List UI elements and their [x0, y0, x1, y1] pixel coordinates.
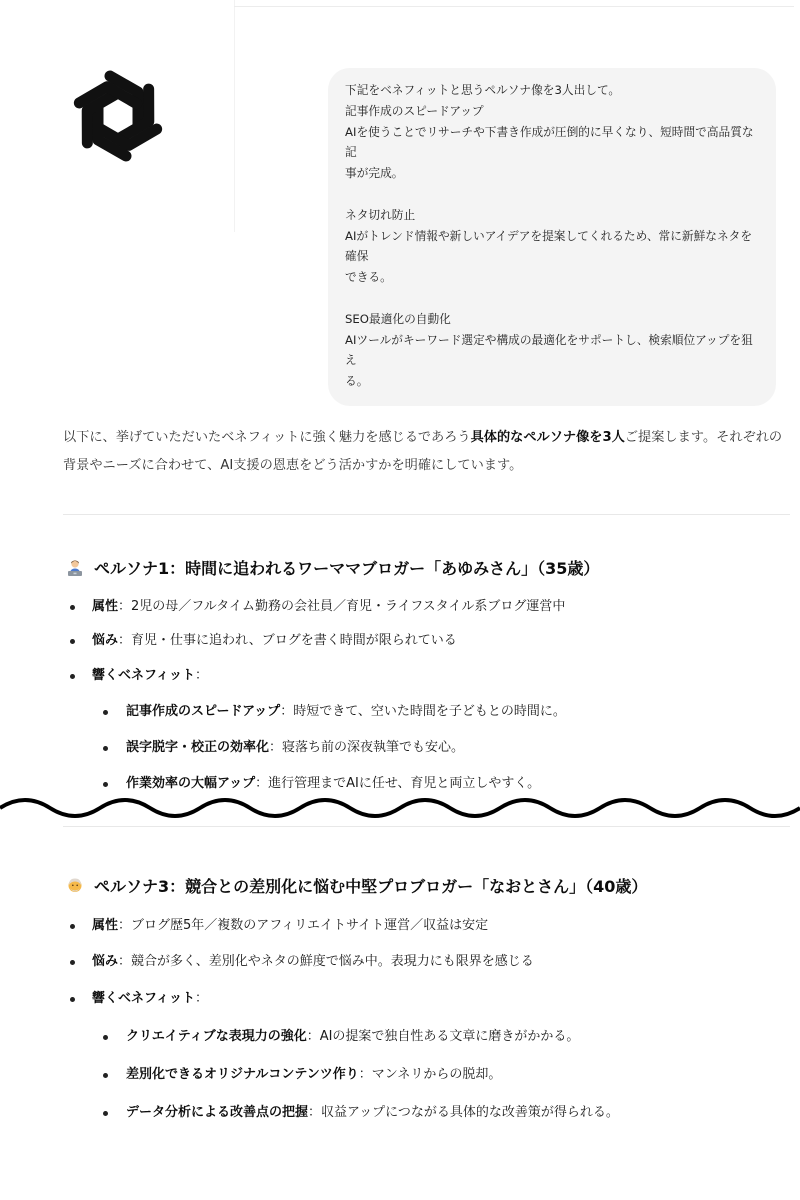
list-item: [66, 980, 786, 1018]
user-message-line: AIを使うことでリサーチや下書き作成が圧倒的に早くなり、短時間で高品質な記: [345, 124, 754, 160]
user-message-text: [345, 80, 763, 406]
sub-list-item: [66, 1094, 786, 1132]
persona1-details: [66, 590, 786, 802]
list-item: [66, 590, 786, 624]
intro-emphasis: 具体的なペルソナ像を3人: [470, 430, 625, 445]
benefit-colon: ：: [194, 668, 208, 683]
bullet-icon: [70, 997, 75, 1002]
persona1-heading: [66, 556, 599, 579]
user-message-line: ネタ切れ防止: [345, 207, 416, 222]
benefit-item-value: ：時短できて、空いた時間を子どもとの時間に。: [280, 704, 566, 719]
list-item: [66, 908, 786, 944]
persona3-heading: [66, 874, 647, 897]
bullet-icon: [70, 960, 75, 965]
bullet-icon: [70, 924, 75, 929]
bullet-icon: [70, 605, 75, 610]
user-message-line: SEO最適化の自動化: [345, 311, 451, 326]
intro-text: 以下に、挙げていただいたベネフィットに強く魅力を感じるであろう: [63, 430, 471, 445]
user-message-line: 記事作成のスピードアップ: [345, 103, 484, 118]
worry-label: 悩み: [92, 633, 119, 648]
list-item: [66, 624, 786, 658]
openai-logo-icon: [58, 60, 178, 172]
user-message-line: る。: [345, 374, 369, 389]
benefit-item-label: データ分析による改善点の把握: [126, 1105, 309, 1120]
list-item: [66, 944, 786, 980]
bullet-icon: [103, 1035, 108, 1040]
bullet-icon: [103, 1111, 108, 1116]
user-message-line: AIがトレンド情報や新しいアイデアを提案してくれるため、常に新鮮なネタを確保: [345, 228, 753, 264]
top-divider: [234, 6, 794, 7]
user-message-line: 下記をベネフィットと思うペルソナ像を3人出して。: [345, 83, 621, 97]
openai-logo-panel: [0, 0, 235, 232]
bullet-icon: [70, 674, 75, 679]
response-intro: [63, 424, 793, 480]
sub-list-item: [66, 1056, 786, 1094]
bullet-icon: [103, 782, 108, 787]
paragraph-gap: [345, 288, 763, 309]
bullet-icon: [70, 639, 75, 644]
benefit-label: 響くベネフィット: [92, 668, 195, 683]
benefit-colon: ：: [194, 991, 208, 1006]
benefit-item-value: ：寝落ち前の深夜執筆でも安心。: [269, 740, 465, 755]
attribute-label: 属性: [92, 918, 119, 933]
list-item: [66, 658, 786, 694]
bullet-icon: [103, 746, 108, 751]
persona1-title: ペルソナ1：時間に追われるワーママブロガー「あゆみさん」（35歳）: [94, 559, 600, 578]
woman-technologist-icon: [66, 559, 84, 577]
attribute-value: ：2児の母／フルタイム勤務の会社員／育児・ライフスタイル系ブログ運営中: [118, 599, 566, 614]
section-divider: [63, 514, 790, 515]
benefit-item-value: ：AIの提案で独自性ある文章に磨きがかかる。: [306, 1029, 580, 1044]
benefit-item-label: 差別化できるオリジナルコンテンツ作り: [126, 1067, 359, 1082]
benefit-item-label: 誤字脱字・校正の効率化: [126, 740, 270, 755]
user-message-line: AIツールがキーワード選定や構成の最適化をサポートし、検索順位アップを狙え: [345, 332, 753, 368]
intro-text-rest: ご提案します。それぞれの背景やニーズに合わせて、AI支援の恩恵をどう活かすかを明確にしています。: [63, 430, 783, 473]
benefit-label: 響くベネフィット: [92, 991, 195, 1006]
worry-label: 悩み: [92, 954, 119, 969]
benefit-item-label: 作業効率の大幅アップ: [126, 776, 256, 791]
section-divider: [63, 826, 790, 827]
worry-value: ：育児・仕事に追われ、ブログを書く時間が限られている: [118, 633, 457, 648]
benefit-item-label: 記事作成のスピードアップ: [126, 704, 281, 719]
bullet-icon: [103, 1073, 108, 1078]
edge-strip: [794, 0, 800, 420]
benefit-item-value: ：収益アップにつながる具体的な改善策が得られる。: [308, 1105, 619, 1120]
attribute-value: ：ブログ歴5年／複数のアフィリエイトサイト運営／収益は安定: [118, 918, 489, 933]
benefit-item-value: ：進行管理までAIに任せ、育児と両立しやすく。: [255, 776, 541, 791]
paragraph-gap: [345, 184, 763, 205]
user-message-bubble: [328, 68, 776, 406]
benefit-item-value: ：マンネリからの脱却。: [358, 1067, 502, 1082]
worry-value: ：競合が多く、差別化やネタの鮮度で悩み中。表現力にも限界を感じる: [118, 954, 534, 969]
sub-list-item: [66, 1018, 786, 1056]
older-man-icon: [66, 877, 84, 895]
persona3-details: [66, 908, 786, 1132]
paragraph-gap: [345, 392, 763, 406]
cut-wave-divider: [0, 788, 800, 828]
user-message-line: 事が完成。: [345, 166, 404, 181]
bullet-icon: [103, 710, 108, 715]
sub-list-item: [66, 694, 786, 730]
user-message-line: できる。: [345, 270, 392, 285]
attribute-label: 属性: [92, 599, 119, 614]
sub-list-item: [66, 730, 786, 766]
persona3-title: ペルソナ3：競合との差別化に悩む中堅プロブロガー「なおとさん」（40歳）: [94, 877, 648, 896]
benefit-item-label: クリエイティブな表現力の強化: [126, 1029, 307, 1044]
